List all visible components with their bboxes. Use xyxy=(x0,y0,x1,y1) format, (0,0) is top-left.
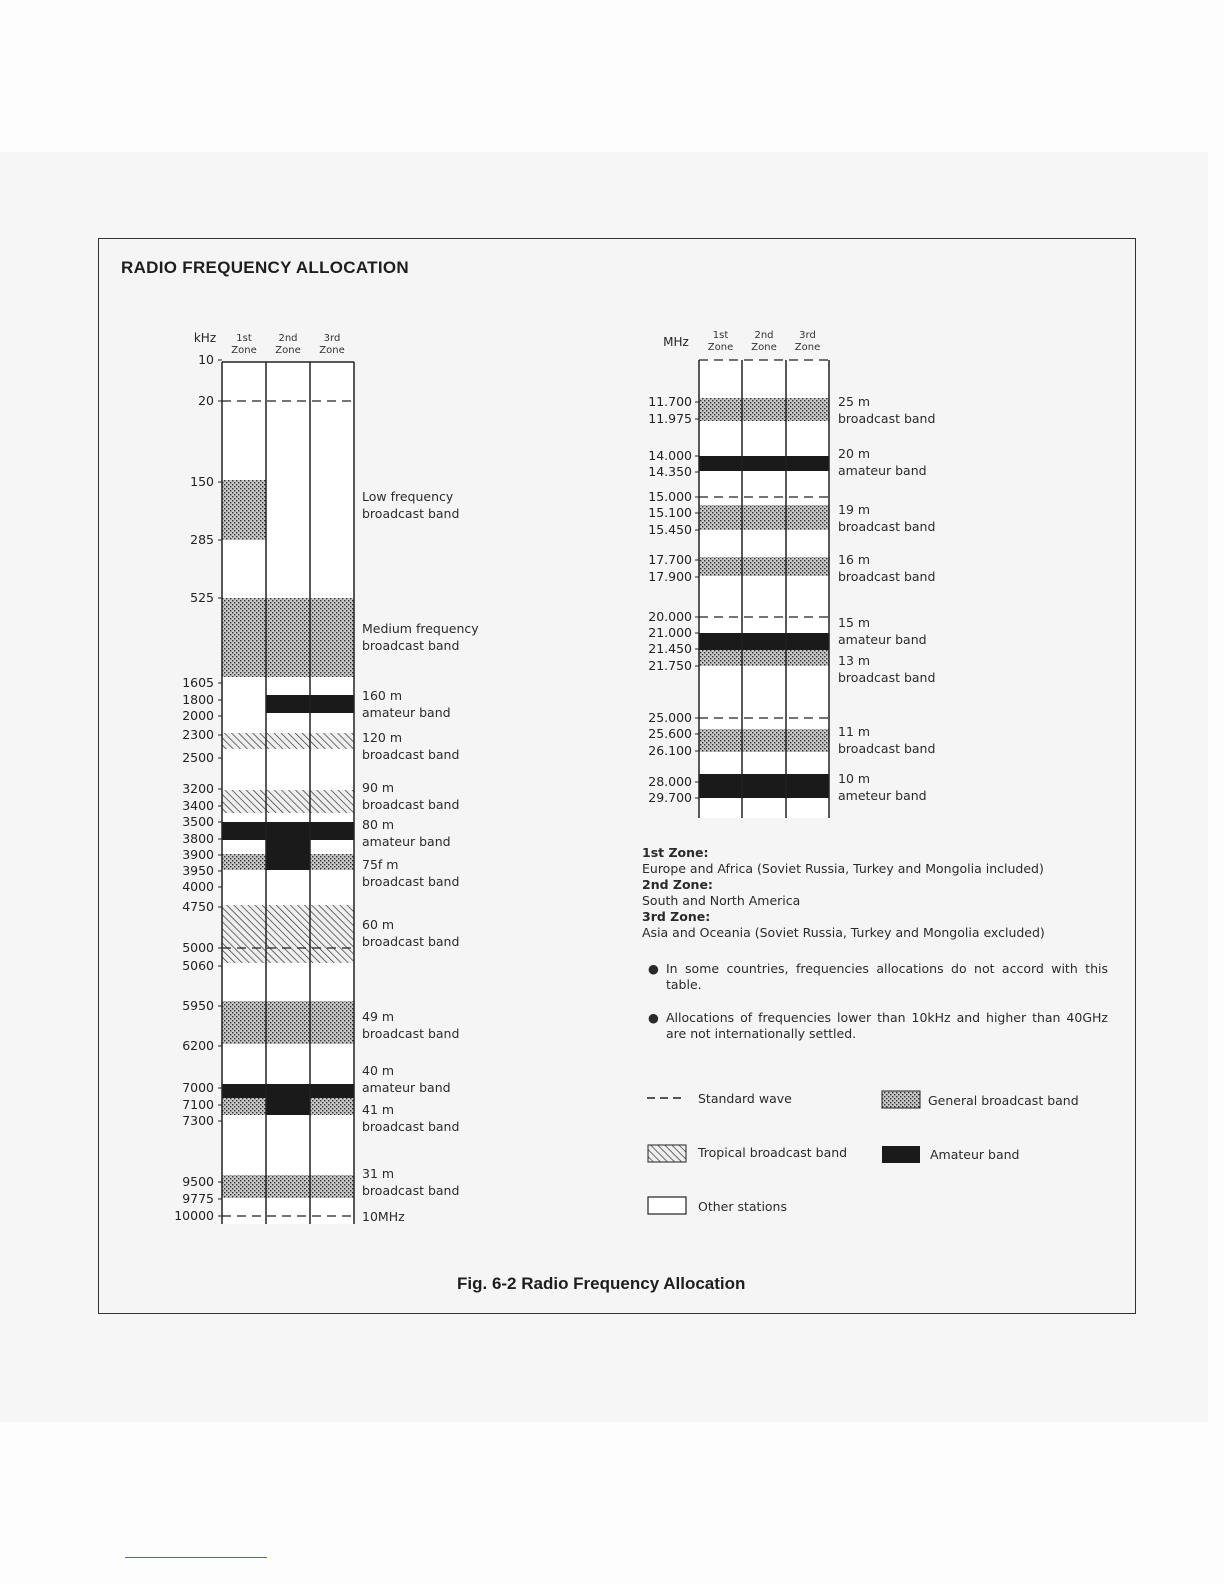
right-tick-label: 15.100 xyxy=(648,505,692,520)
left-tick-label: 10 xyxy=(198,352,214,367)
right-band-general-15.100-zone3 xyxy=(786,505,829,530)
left-band-general-5950-zone2 xyxy=(266,1001,310,1044)
left-band-amateur-3500-zone2 xyxy=(266,822,310,840)
left-band-general-7100-zone1 xyxy=(222,1098,266,1115)
left-band-label-sub: amateur band xyxy=(362,705,451,720)
right-band-general-11.700-zone3 xyxy=(786,398,829,421)
legend-other-swatch xyxy=(648,1197,686,1214)
right-band-general-15.100-zone2 xyxy=(742,505,786,530)
right-band-label-sub: broadcast band xyxy=(838,670,936,685)
right-frequency-panel xyxy=(648,330,935,818)
left-band-tropical-2300-zone2 xyxy=(266,733,310,749)
left-frequency-panel xyxy=(174,331,479,1224)
right-tick-label: 11.700 xyxy=(648,394,692,409)
left-band-general-150-zone1 xyxy=(222,480,266,540)
left-tick-label: 5950 xyxy=(182,998,214,1013)
right-zone-header-sub-2: Zone xyxy=(751,342,777,353)
legend-amateur-swatch xyxy=(882,1146,920,1163)
left-band-label: 41 m xyxy=(362,1102,395,1117)
left-band-amateur-1800-zone3 xyxy=(310,695,354,713)
left-band-label: Low frequency xyxy=(362,489,454,504)
right-band-label: 11 m xyxy=(838,724,871,739)
left-tick-label: 9500 xyxy=(182,1174,214,1189)
left-band-amateur-3800-zone2 xyxy=(266,840,310,870)
zone-1-text: Europe and Africa (Soviet Russia, Turkey and Mongolia included) xyxy=(642,861,1044,876)
left-band-label-sub: broadcast band xyxy=(362,1119,460,1134)
right-band-label-sub: amateur band xyxy=(838,632,927,647)
left-zone-header-1: 1st xyxy=(236,333,252,344)
right-tick-label: 20.000 xyxy=(648,609,692,624)
right-band-amateur-28.000-zone1 xyxy=(699,774,742,798)
right-band-general-11.700-zone1 xyxy=(699,398,742,421)
left-band-general-525-zone3 xyxy=(310,598,354,677)
left-band-general-5950-zone3 xyxy=(310,1001,354,1044)
legend-general-swatch xyxy=(882,1091,920,1108)
left-band-label: Medium frequency xyxy=(362,621,479,636)
right-band-amateur-28.000-zone3 xyxy=(786,774,829,798)
right-zone-header-1: 1st xyxy=(712,330,729,341)
right-band-label: 13 m xyxy=(838,653,871,668)
left-band-amateur-7000-zone2 xyxy=(266,1084,310,1098)
left-zone-header-3: 3rd xyxy=(323,333,341,344)
left-tick-label: 9775 xyxy=(182,1191,214,1206)
right-band-label: 20 m xyxy=(838,446,871,461)
left-tick-label: 2000 xyxy=(182,708,214,723)
right-band-general-21.450-zone3 xyxy=(786,650,829,666)
right-tick-label: 15.000 xyxy=(648,489,692,504)
left-tick-label: 1605 xyxy=(182,675,214,690)
left-tick-label: 285 xyxy=(190,532,214,547)
left-band-amateur-3500-zone3 xyxy=(310,822,354,840)
right-band-amateur-14.000-zone1 xyxy=(699,456,742,471)
left-tick-label: 7100 xyxy=(182,1097,214,1112)
left-tick-label: 1800 xyxy=(182,692,214,707)
right-band-amateur-21.000-zone2 xyxy=(742,633,786,650)
right-band-general-21.450-zone1 xyxy=(699,650,742,666)
right-band-label-sub: broadcast band xyxy=(838,569,936,584)
left-zone-header-sub-2: Zone xyxy=(275,345,301,356)
right-band-general-25.600-zone1 xyxy=(699,729,742,752)
left-tick-label: 4750 xyxy=(182,899,214,914)
footer-rule xyxy=(125,1557,267,1558)
figure-title: RADIO FREQUENCY ALLOCATION xyxy=(121,258,409,277)
left-band-tropical-4750-zone3 xyxy=(310,905,354,963)
right-band-general-17.700-zone1 xyxy=(699,557,742,576)
figure-caption: Fig. 6-2 Radio Frequency Allocation xyxy=(457,1274,746,1293)
right-band-label-sub: broadcast band xyxy=(838,411,936,426)
bullet-icon: ● xyxy=(648,1010,659,1025)
left-band-label: 80 m xyxy=(362,817,395,832)
left-band-label-sub: broadcast band xyxy=(362,506,460,521)
zone-3-text: Asia and Oceania (Soviet Russia, Turkey and Mongolia excluded) xyxy=(642,925,1045,940)
left-tick-label: 2300 xyxy=(182,727,214,742)
left-band-general-3900-zone3 xyxy=(310,854,354,870)
right-tick-label: 25.600 xyxy=(648,726,692,741)
left-band-label-sub: broadcast band xyxy=(362,934,460,949)
left-tick-label: 4000 xyxy=(182,879,214,894)
left-band-label: 31 m xyxy=(362,1166,395,1181)
left-band-label: 120 m xyxy=(362,730,403,745)
right-band-amateur-14.000-zone3 xyxy=(786,456,829,471)
right-zone-header-sub-3: Zone xyxy=(794,342,821,353)
left-band-general-9500-zone1 xyxy=(222,1175,266,1198)
legend-amateur-label: Amateur band xyxy=(930,1147,1020,1162)
left-band-general-525-zone1 xyxy=(222,598,266,677)
zone-3-label: 3rd Zone: xyxy=(642,909,711,924)
left-tick-label: 2500 xyxy=(182,750,214,765)
left-tick-label: 3200 xyxy=(182,781,214,796)
left-tick-label: 3800 xyxy=(182,831,214,846)
right-band-amateur-21.000-zone3 xyxy=(786,633,829,650)
left-band-label: 40 m xyxy=(362,1063,395,1078)
left-band-amateur-1800-zone2 xyxy=(266,695,310,713)
right-band-general-25.600-zone3 xyxy=(786,729,829,752)
zone-2-text: South and North America xyxy=(642,893,801,908)
note-1-text: In some countries, frequencies allocations do not accord with this table. xyxy=(666,961,1108,992)
left-band-general-9500-zone2 xyxy=(266,1175,310,1198)
left-tick-label: 3500 xyxy=(182,814,214,829)
right-band-label: 10 m xyxy=(838,771,871,786)
right-tick-label: 14.350 xyxy=(648,464,692,479)
left-tick-label: 5000 xyxy=(182,940,214,955)
left-band-amateur-7000-zone3 xyxy=(310,1084,354,1098)
left-tick-label: 3950 xyxy=(182,863,214,878)
left-band-tropical-3200-zone1 xyxy=(222,790,266,813)
right-band-label: 16 m xyxy=(838,552,871,567)
right-band-amateur-21.000-zone1 xyxy=(699,633,742,650)
left-band-label: 75f m xyxy=(362,857,399,872)
left-band-amateur-3500-zone1 xyxy=(222,822,266,840)
left-tick-label: 3400 xyxy=(182,798,214,813)
left-band-label: 49 m xyxy=(362,1009,395,1024)
right-band-general-11.700-zone2 xyxy=(742,398,786,421)
right-band-general-17.700-zone2 xyxy=(742,557,786,576)
left-band-amateur-7100-zone2 xyxy=(266,1098,310,1115)
bullet-icon: ● xyxy=(648,961,659,976)
left-band-label: 160 m xyxy=(362,688,403,703)
right-tick-label: 11.975 xyxy=(648,411,692,426)
right-band-label-sub: broadcast band xyxy=(838,741,936,756)
right-band-general-21.450-zone2 xyxy=(742,650,786,666)
legend-standard-label: Standard wave xyxy=(698,1091,792,1106)
left-tick-label: 7300 xyxy=(182,1113,214,1128)
note-2-text: Allocations of frequencies lower than 10kHz and higher than 40GHz are not internationally settled. xyxy=(666,1010,1108,1041)
left-band-label-sub: broadcast band xyxy=(362,797,460,812)
right-tick-label: 17.900 xyxy=(648,569,692,584)
right-zone-header-3: 3rd xyxy=(799,330,816,341)
legend-other-label: Other stations xyxy=(698,1199,787,1214)
left-band-label: 60 m xyxy=(362,917,395,932)
left-band-label: 90 m xyxy=(362,780,395,795)
right-tick-label: 21.450 xyxy=(648,641,692,656)
left-band-amateur-7000-zone1 xyxy=(222,1084,266,1098)
left-band-general-5950-zone1 xyxy=(222,1001,266,1044)
right-tick-label: 21.000 xyxy=(648,625,692,640)
left-band-label: 10MHz xyxy=(362,1209,405,1224)
right-tick-label: 21.750 xyxy=(648,658,692,673)
right-band-label: 19 m xyxy=(838,502,871,517)
left-band-label-sub: broadcast band xyxy=(362,874,460,889)
left-band-tropical-3200-zone3 xyxy=(310,790,354,813)
zone-2-label: 2nd Zone: xyxy=(642,877,713,892)
legend-tropical-label: Tropical broadcast band xyxy=(698,1145,848,1160)
right-band-amateur-28.000-zone2 xyxy=(742,774,786,798)
right-tick-label: 15.450 xyxy=(648,522,692,537)
left-tick-label: 20 xyxy=(198,393,214,408)
left-band-general-9500-zone3 xyxy=(310,1175,354,1198)
right-band-general-25.600-zone2 xyxy=(742,729,786,752)
right-tick-label: 26.100 xyxy=(648,743,692,758)
right-band-amateur-14.000-zone2 xyxy=(742,456,786,471)
legend-general-label: General broadcast band xyxy=(928,1093,1079,1108)
note-2 xyxy=(648,1010,1108,1042)
left-band-general-7100-zone3 xyxy=(310,1098,354,1115)
zone-1-label: 1st Zone: xyxy=(642,845,709,860)
right-tick-label: 25.000 xyxy=(648,710,692,725)
left-band-label-sub: broadcast band xyxy=(362,1026,460,1041)
left-band-tropical-2300-zone3 xyxy=(310,733,354,749)
legend-tropical-swatch xyxy=(648,1145,686,1162)
right-band-general-17.700-zone3 xyxy=(786,557,829,576)
right-tick-label: 28.000 xyxy=(648,774,692,789)
left-tick-label: 7000 xyxy=(182,1080,214,1095)
left-band-tropical-2300-zone1 xyxy=(222,733,266,749)
right-tick-label: 14.000 xyxy=(648,448,692,463)
note-1 xyxy=(648,961,1108,993)
right-band-label: 25 m xyxy=(838,394,871,409)
left-band-tropical-3200-zone2 xyxy=(266,790,310,813)
left-tick-label: 6200 xyxy=(182,1038,214,1053)
left-tick-label: 3900 xyxy=(182,847,214,862)
left-tick-label: 525 xyxy=(190,590,214,605)
left-band-tropical-4750-zone2 xyxy=(266,905,310,963)
left-zone-header-sub-1: Zone xyxy=(231,345,257,356)
right-unit-label: MHz xyxy=(663,335,689,349)
left-zone-header-2: 2nd xyxy=(278,333,298,344)
right-band-label-sub: amateur band xyxy=(838,463,927,478)
right-band-label-sub: ameteur band xyxy=(838,788,927,803)
right-band-label: 15 m xyxy=(838,615,871,630)
left-band-label-sub: broadcast band xyxy=(362,747,460,762)
left-band-tropical-4750-zone1 xyxy=(222,905,266,963)
left-unit-label: kHz xyxy=(193,331,217,345)
left-band-label-sub: broadcast band xyxy=(362,638,460,653)
right-tick-label: 17.700 xyxy=(648,552,692,567)
left-tick-label: 10000 xyxy=(174,1208,214,1223)
right-zone-header-sub-1: Zone xyxy=(707,342,734,353)
left-tick-label: 5060 xyxy=(182,958,214,973)
left-band-general-3900-zone1 xyxy=(222,854,266,870)
right-band-label-sub: broadcast band xyxy=(838,519,936,534)
left-zone-header-sub-3: Zone xyxy=(319,345,345,356)
right-zone-header-2: 2nd xyxy=(754,330,774,341)
right-tick-label: 29.700 xyxy=(648,790,692,805)
left-band-general-525-zone2 xyxy=(266,598,310,677)
left-band-label-sub: amateur band xyxy=(362,834,451,849)
left-band-label-sub: amateur band xyxy=(362,1080,451,1095)
right-band-general-15.100-zone1 xyxy=(699,505,742,530)
left-band-label-sub: broadcast band xyxy=(362,1183,460,1198)
left-tick-label: 150 xyxy=(190,474,214,489)
zone-definitions xyxy=(642,845,1045,941)
